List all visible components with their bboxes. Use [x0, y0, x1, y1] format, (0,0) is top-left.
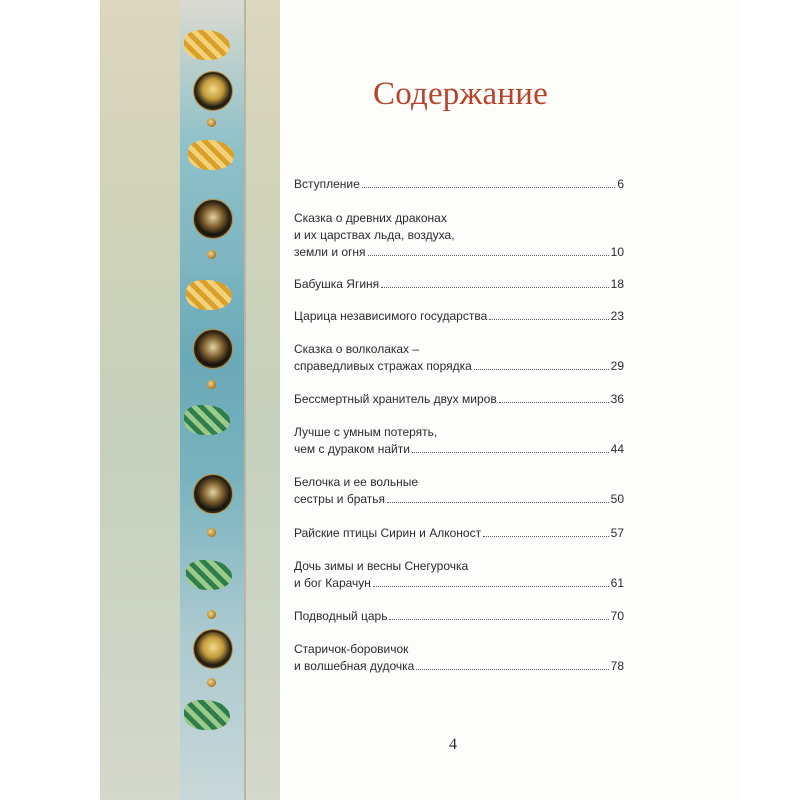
- toc-entry-last-line: [294, 608, 624, 625]
- toc-entry-text: чем с дураком найти: [294, 442, 410, 456]
- toc-entry-last-line: [294, 276, 624, 293]
- toc-page-number: 10: [610, 245, 624, 259]
- dot-leader: [489, 318, 608, 320]
- toc-entry-text: Сказка о древних драконах: [294, 211, 447, 225]
- toc-entry[interactable]: [294, 210, 624, 261]
- toc-entry-last-line: [294, 176, 624, 193]
- dot-leader: [373, 585, 609, 587]
- border-edge-line: [244, 0, 246, 800]
- toc-page-number: 61: [610, 576, 624, 590]
- toc-entry-text: Царица независимого государства: [294, 309, 488, 323]
- toc-page-number: 36: [610, 392, 624, 406]
- toc-entry[interactable]: [294, 474, 624, 508]
- dot-leader: [362, 186, 616, 188]
- toc-page-number: 50: [610, 492, 624, 506]
- dot-leader: [387, 501, 609, 503]
- toc-entry-last-line: [294, 441, 624, 458]
- toc-entry-text: Подводный царь: [294, 609, 388, 623]
- maiden-medallion-icon: [194, 630, 232, 668]
- owl-medallion-icon: [194, 330, 232, 368]
- toc-entry-text: и волшебная дудочка: [294, 659, 415, 673]
- toc-entry-text: Вступление: [294, 177, 360, 191]
- toc-entry[interactable]: [294, 308, 624, 325]
- toc-entry-last-line: [294, 575, 624, 592]
- toc-page-number: 29: [610, 359, 624, 373]
- decorative-left-band: [100, 0, 280, 800]
- stud-icon: [207, 528, 216, 537]
- dragon-icon: [188, 140, 234, 170]
- toc-page-number: 70: [610, 609, 624, 623]
- toc-entry-text: и их царствах льда, воздуха,: [294, 228, 455, 242]
- stud-icon: [207, 678, 216, 687]
- toc-entry[interactable]: [294, 641, 624, 675]
- toc-entry-text: Сказка о волколаках –: [294, 342, 420, 356]
- toc-entry[interactable]: [294, 424, 624, 458]
- toc-page-number: 18: [610, 277, 624, 291]
- toc-entry[interactable]: [294, 391, 624, 408]
- stud-icon: [207, 250, 216, 259]
- toc-entry-text: Старичок-боровичок: [294, 642, 409, 656]
- page-title: Содержание: [373, 76, 548, 112]
- toc-entry-last-line: [294, 391, 624, 408]
- dot-leader: [499, 401, 609, 403]
- dot-leader: [474, 368, 609, 370]
- toc-entry-text: Белочка и ее вольные: [294, 475, 419, 489]
- toc-page-number: 23: [610, 309, 624, 323]
- toc-entry-text: Лучше с умным потерять,: [294, 425, 438, 439]
- toc-entry-text: земли и огня: [294, 245, 366, 259]
- toc-page-number: 6: [617, 177, 624, 191]
- castle-medallion-icon: [194, 200, 232, 238]
- dot-leader: [412, 451, 609, 453]
- toc-entry[interactable]: [294, 341, 624, 375]
- dragon-icon: [184, 30, 230, 60]
- dragon-icon: [184, 405, 230, 435]
- toc-entry[interactable]: [294, 525, 624, 542]
- toc-entry[interactable]: [294, 608, 624, 625]
- dot-leader: [368, 254, 609, 256]
- dot-leader: [416, 668, 608, 670]
- dragon-icon: [184, 700, 230, 730]
- toc-entry-text: сестры и братья: [294, 492, 386, 506]
- toc-page-number: 78: [610, 659, 624, 673]
- toc-entry[interactable]: [294, 176, 624, 193]
- stud-icon: [207, 610, 216, 619]
- dot-leader: [389, 618, 608, 620]
- stud-icon: [207, 118, 216, 127]
- toc-entry-text: справедливых стражах порядка: [294, 359, 472, 373]
- sun-moon-medallion-icon: [194, 72, 232, 110]
- toc-page-number: 57: [610, 526, 624, 540]
- toc-entry-text: Дочь зимы и весны Снегурочка: [294, 559, 469, 573]
- page-number: 4: [449, 736, 457, 753]
- dragon-icon: [186, 280, 232, 310]
- dot-leader: [381, 286, 608, 288]
- toc-entry-last-line: [294, 525, 624, 542]
- toc-entry-text: и бог Карачун: [294, 576, 371, 590]
- toc-entry[interactable]: [294, 558, 624, 592]
- toc-entry-last-line: [294, 358, 624, 375]
- toc-entry[interactable]: [294, 276, 624, 293]
- toc-entry-last-line: [294, 244, 624, 261]
- toc-entry-text: Бессмертный хранитель двух миров: [294, 392, 497, 406]
- unicorn-medallion-icon: [194, 475, 232, 513]
- toc-entry-last-line: [294, 308, 624, 325]
- toc-entry-last-line: [294, 491, 624, 508]
- dot-leader: [483, 535, 609, 537]
- toc-entry-text: Райские птицы Сирин и Алконост: [294, 526, 482, 540]
- toc-entry-text: Бабушка Ягиня: [294, 277, 380, 291]
- dragon-icon: [186, 560, 232, 590]
- stud-icon: [207, 380, 216, 389]
- toc-entry-last-line: [294, 658, 624, 675]
- ornamental-border: [180, 0, 244, 800]
- toc-page-number: 44: [610, 442, 624, 456]
